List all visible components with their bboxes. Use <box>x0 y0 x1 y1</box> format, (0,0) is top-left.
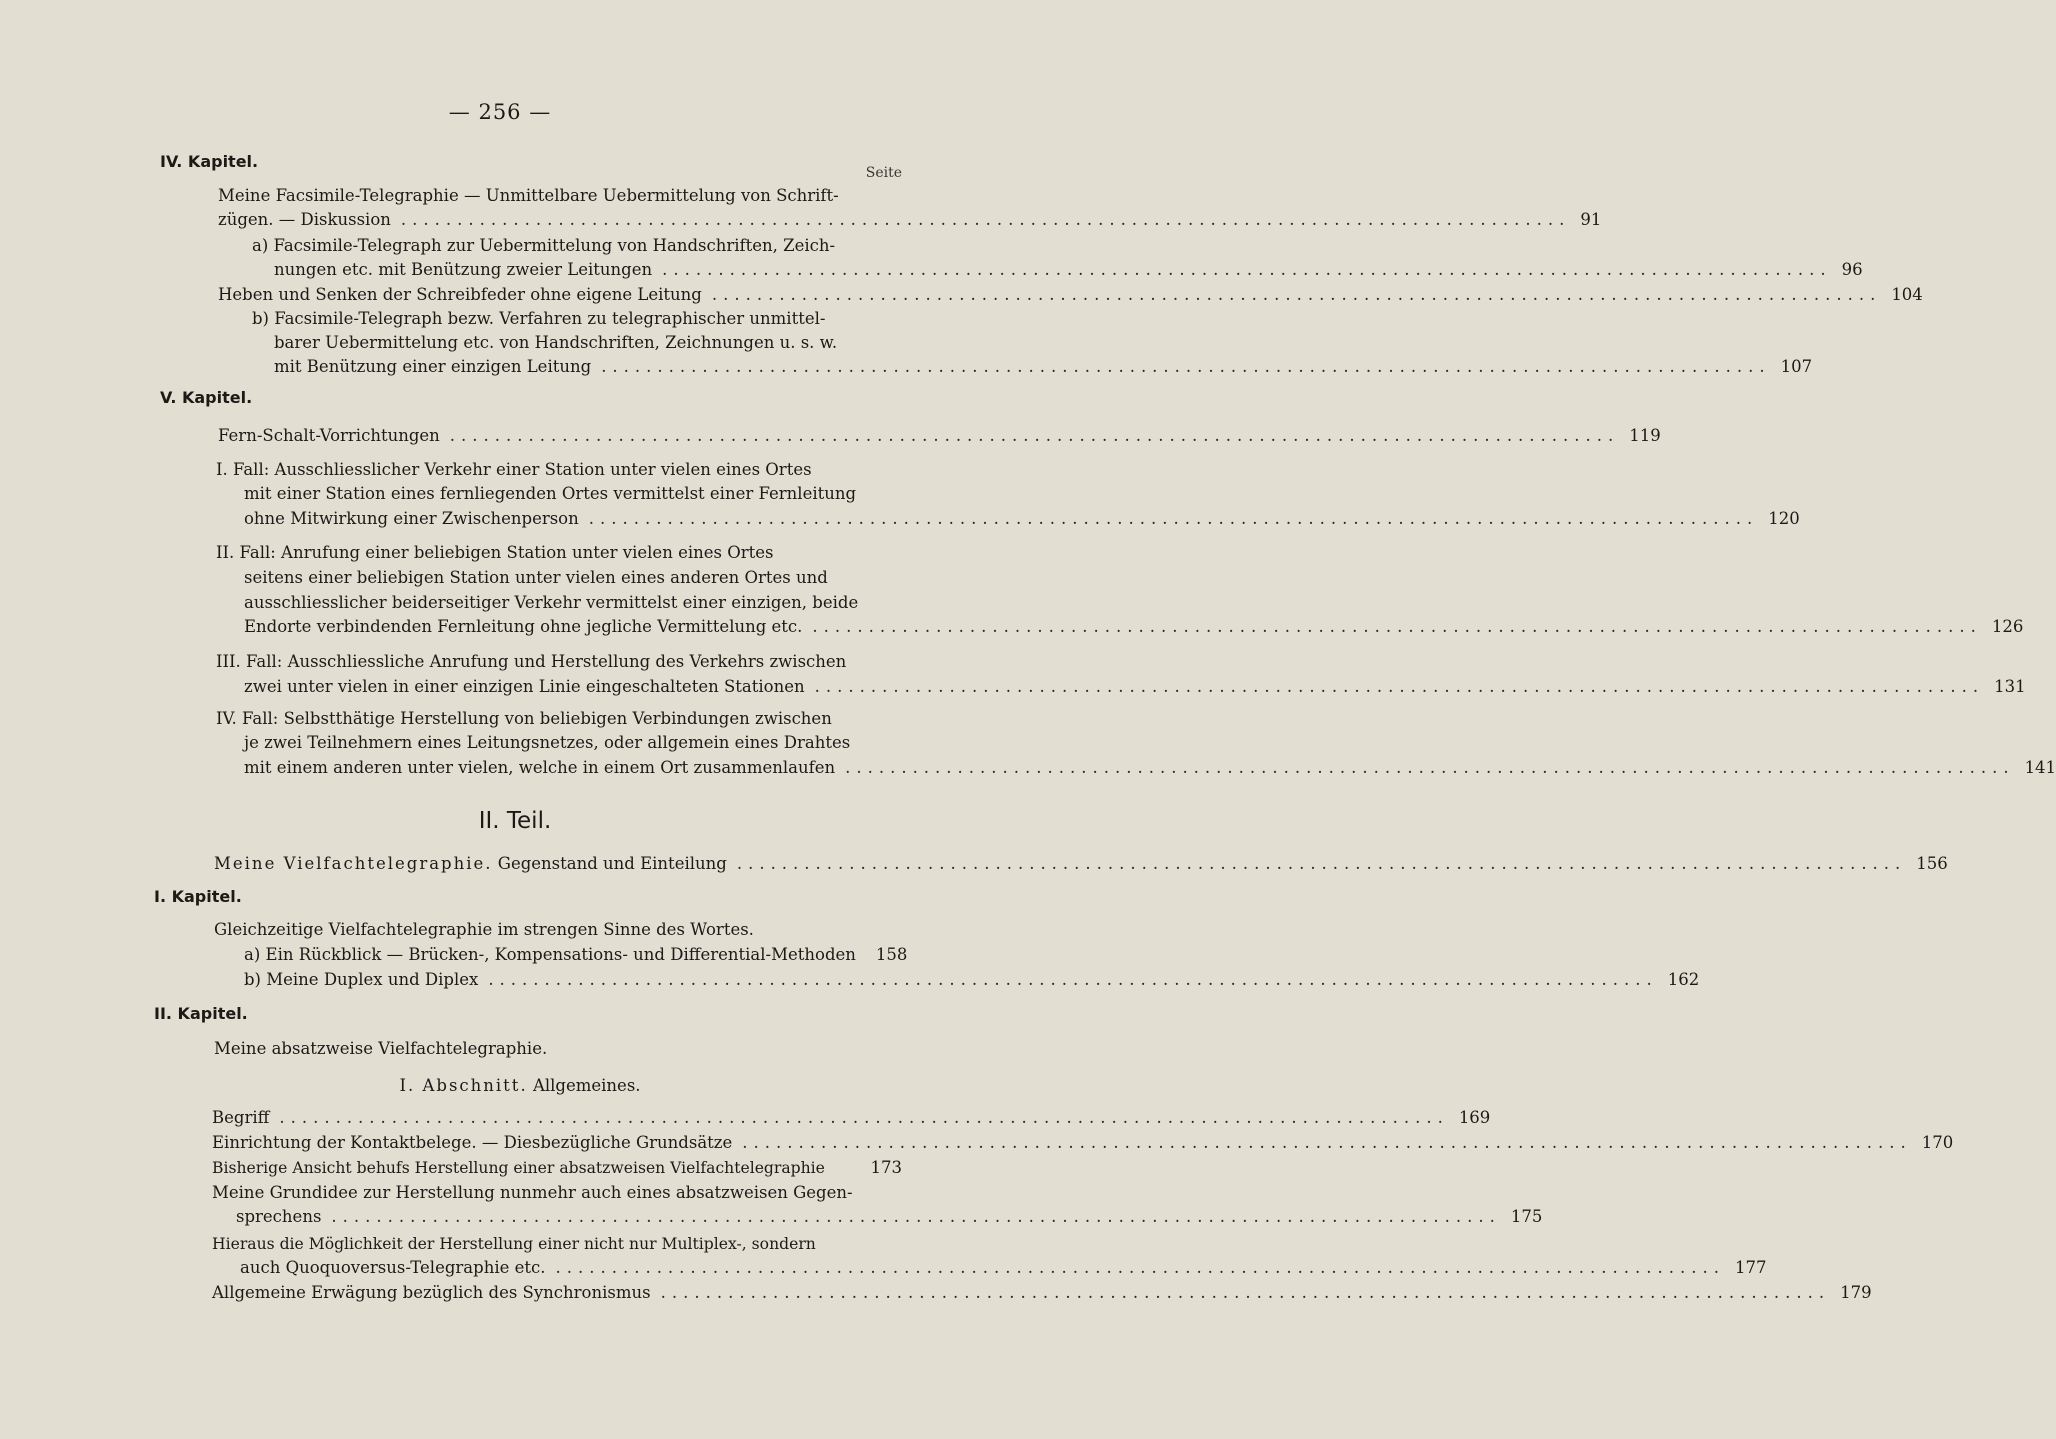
toc-line: Hieraus die Möglichkeit der Herstellung einer nicht nur Multiplex-, sondern <box>212 1235 816 1253</box>
toc-line: Meine absatzweise Vielfachtelegraphie. <box>214 1039 548 1058</box>
toc-text: Bisherige Ansicht behufs Herstellung einer absatzweisen Vielfachtelegraphie <box>212 1159 825 1177</box>
toc-line: seitens einer beliebigen Station unter vielen eines anderen Ortes und <box>244 568 828 587</box>
toc-entry <box>214 852 1948 876</box>
toc-line: Meine Facsimile-Telegraphie — Unmittelbare Uebermittelung von Schrift- <box>218 186 839 205</box>
chapter-1-heading: I. Kapitel. <box>154 887 242 906</box>
toc-text: b) Meine Duplex und Diplex <box>244 970 479 989</box>
toc-page: 156 <box>1916 854 1948 873</box>
toc-line: I. Fall: Ausschliesslicher Verkehr einer Station unter vielen eines Ortes <box>216 460 812 479</box>
section-title: Allgemeines. <box>532 1076 641 1095</box>
chapter-5-heading: V. Kapitel. <box>160 388 253 407</box>
leader-dots: ........................................................................................................ <box>736 854 1907 873</box>
toc-text: ohne Mitwirkung einer Zwischenperson <box>244 509 579 528</box>
toc-line: Gleichzeitige Vielfachtelegraphie im strengen Sinne des Wortes. <box>214 920 754 939</box>
toc-entry <box>274 258 1863 282</box>
toc-page: 91 <box>1580 210 1602 229</box>
toc-entry <box>244 675 2026 699</box>
seite-label: Seite <box>865 165 902 181</box>
part-2-title: II. Teil. <box>478 808 552 834</box>
toc-page: 158 <box>875 945 908 964</box>
leader-dots: ........................................................................................................ <box>279 1108 1449 1127</box>
toc-entry <box>212 1156 902 1180</box>
toc-text: zügen. — Diskussion <box>218 210 391 229</box>
toc-page: 173 <box>870 1158 902 1177</box>
toc-page: 107 <box>1780 357 1813 376</box>
toc-line: Meine Grundidee zur Herstellung nunmehr auch eines absatzweisen Gegen- <box>212 1183 853 1202</box>
toc-text: Gegenstand und Einteilung <box>497 854 727 873</box>
toc-entry <box>212 1106 1491 1130</box>
toc-text-spaced: Meine Vielfachtelegraphie. <box>214 854 493 873</box>
leader-dots: ........................................................................................................ <box>660 1283 1831 1302</box>
toc-line: barer Uebermittelung etc. von Handschriften, Zeichnungen u. s. w. <box>274 333 838 352</box>
toc-text: Einrichtung der Kontaktbelege. — Diesbezügliche Grundsätze <box>212 1133 733 1152</box>
toc-page: 120 <box>1768 509 1800 528</box>
chapter-2-heading: II. Kapitel. <box>154 1004 248 1023</box>
section-heading <box>0 1076 1040 1095</box>
leader-dots: ........................................................................................................ <box>400 210 1571 229</box>
toc-page: 175 <box>1510 1207 1543 1226</box>
toc-page: 104 <box>1891 285 1923 304</box>
toc-entry <box>244 968 1700 992</box>
toc-line: III. Fall: Ausschliessliche Anrufung und Herstellung des Verkehrs zwischen <box>216 652 847 671</box>
toc-page: 126 <box>1991 617 2024 636</box>
leader-dots: ........................................................................................................ <box>601 357 1771 376</box>
toc-page: 119 <box>1629 426 1661 445</box>
toc-entry <box>244 615 2024 639</box>
toc-page: 169 <box>1458 1108 1491 1127</box>
leader-dots: ........................................................................................................ <box>812 617 1982 636</box>
toc-entry <box>240 1256 1767 1280</box>
toc-page: 131 <box>1994 677 2026 696</box>
toc-entry <box>244 507 1800 531</box>
toc-entry <box>244 943 908 967</box>
leader-dots: ........................................................................................................ <box>488 970 1658 989</box>
toc-text: Heben und Senken der Schreibfeder ohne eigene Leitung <box>218 285 702 304</box>
toc-text: zwei unter vielen in einer einzigen Linie eingeschalteten Stationen <box>244 677 805 696</box>
leader-dots: ........................................................................................................ <box>449 426 1620 445</box>
toc-line: je zwei Teilnehmern eines Leitungsnetzes, oder allgemein eines Drahtes <box>244 733 851 752</box>
toc-entry <box>218 208 1602 232</box>
toc-page: 177 <box>1734 1258 1767 1277</box>
toc-entry <box>218 283 1923 307</box>
toc-page: 162 <box>1667 970 1700 989</box>
toc-line: b) Facsimile-Telegraph bezw. Verfahren zu telegraphischer unmittel- <box>252 309 826 328</box>
toc-line: mit einer Station eines fernliegenden Ortes vermittelst einer Fernleitung <box>244 484 857 503</box>
page-number: — 256 — <box>448 100 552 124</box>
toc-entry <box>212 1281 1872 1305</box>
leader-dots: ........................................................................................................ <box>588 509 1759 528</box>
leader-dots: ........................................................................................................ <box>555 1258 1725 1277</box>
toc-text: nungen etc. mit Benützung zweier Leitungen <box>274 260 653 279</box>
toc-text: Endorte verbindenden Fernleitung ohne jegliche Vermittelung etc. <box>244 617 803 636</box>
toc-entry <box>212 1131 1954 1155</box>
toc-text: Begriff <box>212 1108 270 1127</box>
chapter-4-heading: IV. Kapitel. <box>160 152 259 171</box>
leader-dots: ........................................................................................................ <box>814 677 1985 696</box>
toc-page: 170 <box>1921 1133 1954 1152</box>
toc-page: 96 <box>1841 260 1863 279</box>
toc-entry <box>236 1205 1543 1229</box>
toc-line: II. Fall: Anrufung einer beliebigen Station unter vielen eines Ortes <box>216 543 774 562</box>
toc-entry <box>244 756 2056 780</box>
toc-text: auch Quoquoversus-Telegraphie etc. <box>240 1258 546 1277</box>
section-number: I. Abschnitt. <box>399 1076 528 1095</box>
toc-text: a) Ein Rückblick — Brücken-, Kompensations- und Differential-Methoden <box>244 945 856 964</box>
leader-dots: ........................................................................................................ <box>662 260 1832 279</box>
toc-text: mit einem anderen unter vielen, welche in einem Ort zusammenlaufen <box>244 758 836 777</box>
leader-dots: ........................................................................................................ <box>845 758 2015 777</box>
toc-text: Fern-Schalt-Vorrichtungen <box>218 426 440 445</box>
toc-line: ausschliesslicher beiderseitiger Verkehr vermittelst einer einzigen, beide <box>244 593 859 612</box>
toc-entry <box>218 424 1661 448</box>
toc-line: a) Facsimile-Telegraph zur Uebermittelung von Handschriften, Zeich- <box>252 236 836 255</box>
toc-line: IV. Fall: Selbstthätige Herstellung von beliebigen Verbindungen zwischen <box>216 709 832 728</box>
toc-page: 141 <box>2024 758 2056 777</box>
toc-entry <box>274 355 1813 379</box>
toc-page: 179 <box>1840 1283 1872 1302</box>
toc-text: sprechens <box>236 1207 322 1226</box>
toc-text: Allgemeine Erwägung bezüglich des Synchronismus <box>212 1283 651 1302</box>
toc-text: mit Benützung einer einzigen Leitung <box>274 357 592 376</box>
leader-dots: ........................................................................................................ <box>711 285 1882 304</box>
leader-dots: ........................................................................................................ <box>331 1207 1501 1226</box>
leader-dots: ........................................................................................................ <box>742 1133 1912 1152</box>
